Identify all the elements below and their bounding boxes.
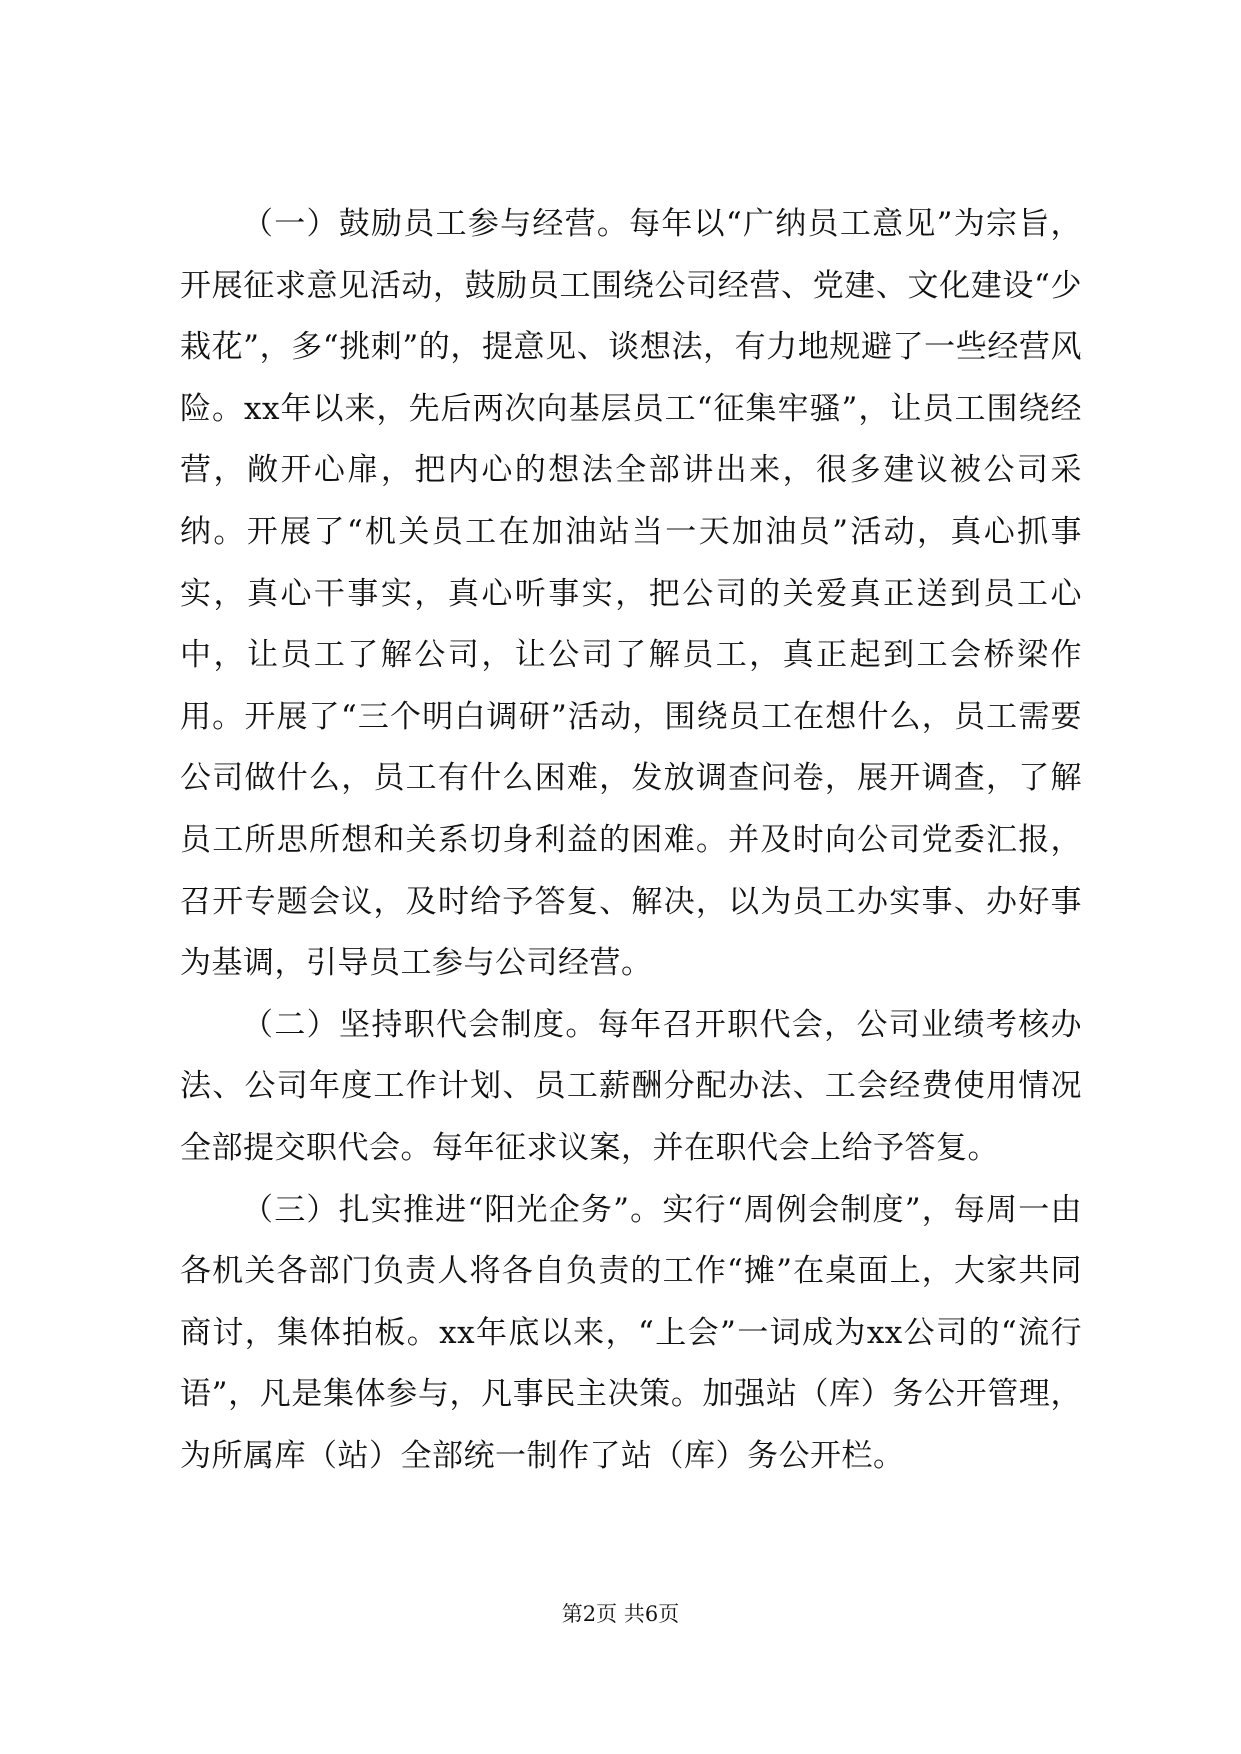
paragraph-1: （一）鼓励员工参与经营。每年以“广纳员工意见”为宗旨，开展征求意见活动，鼓励员工围绕公司经营、党建、文化建设“少栽花”，多“挑刺”的，提意见、谈想法，有力地规避了一些经营风险。xx年以来，先后两次向基层员工“征集牢骚”，让员工围绕经营，敞开心扉，把内心的想法全部讲出来，很多建议被公司采纳。开展了“机关员工在加油站当一天加油员”活动，真心抓事实，真心干事实，真心听事实，把公司的关爱真正送到员工心中，让员工了解公司，让公司了解员工，真正起到工会桥梁作用。开展了“三个明白调研”活动，围绕员工在想什么，员工需要公司做什么，员工有什么困难，发放调查问卷，展开调查，了解员工所思所想和关系切身利益的困难。并及时向公司党委汇报，召开专题会议，及时给予答复、解决，以为员工办实事、办好事为基调，引导员工参与公司经营。 <box>180 206 1082 982</box>
paragraph-2: （二）坚持职代会制度。每年召开职代会，公司业绩考核办法、公司年度工作计划、员工薪酬分配办法、工会经费使用情况全部提交职代会。每年征求议案，并在职代会上给予答复。 <box>180 1006 1082 1166</box>
paragraph-3: （三）扎实推进“阳光企务”。实行“周例会制度”，每周一由各机关各部门负责人将各自负责的工作“摊”在桌面上，大家共同商讨，集体拍板。xx年底以来，“上会”一词成为xx公司的“流行语”，凡是集体参与，凡事民主决策。加强站（库）务公开管理，为所属库（站）全部统一制作了站（库）务公开栏。 <box>180 1191 1082 1474</box>
page-footer <box>0 1600 1241 1628</box>
page-number-label: 第2页 共6页 <box>561 1602 680 1626</box>
document-body <box>180 194 1082 1487</box>
